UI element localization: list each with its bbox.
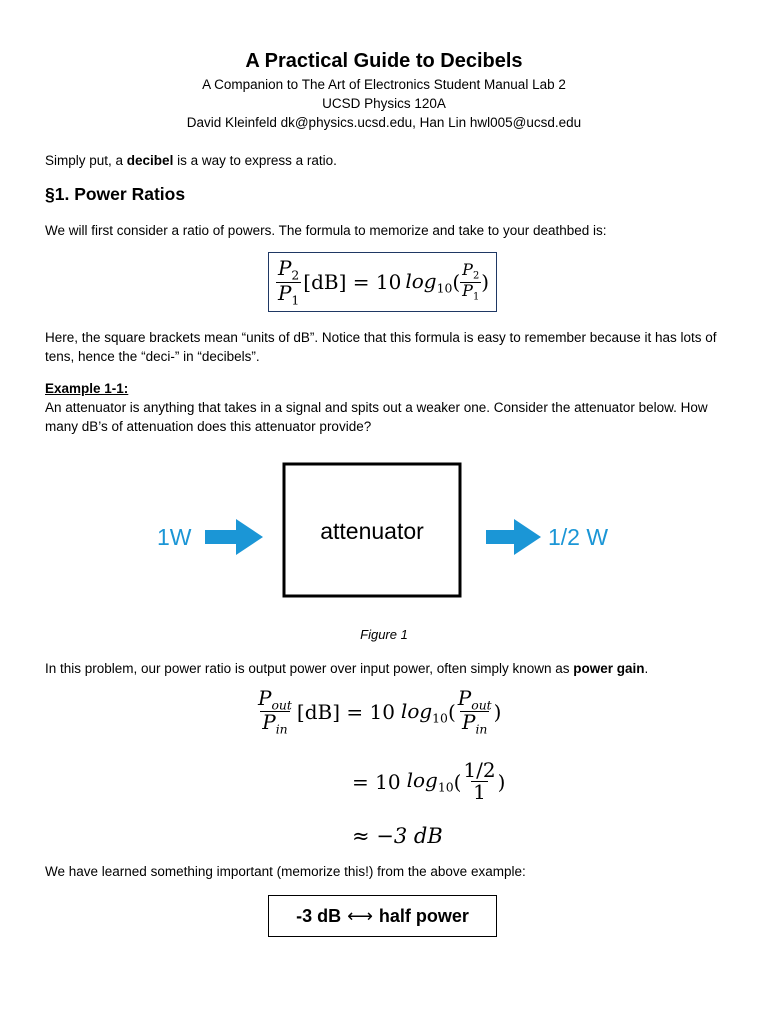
derivation-units: [dB] = 10 <box>296 699 395 724</box>
double-arrow-icon: ⟷ <box>347 905 373 927</box>
formula-log: $\log_{10}$ <box>405 268 453 296</box>
derivation-close-paren: ) <box>493 699 502 724</box>
example-label: Example 1-1: <box>45 381 129 396</box>
attenuator-label: attenuator <box>320 518 424 544</box>
derivation-result: ≈ −3 dB <box>352 824 443 848</box>
pout-over-pin-right: $\frac{P_{out}}{P_{in}}$ <box>457 686 492 737</box>
input-power-label: 1W <box>157 524 192 550</box>
rule-left: -3 dB <box>296 905 342 926</box>
derivation-open-paren-2: ( <box>453 769 462 794</box>
derivation-equals-10: = 10 <box>352 769 401 794</box>
intro-suffix: is a way to express a ratio. <box>173 153 337 168</box>
derivation-line-1 <box>256 688 501 736</box>
gain-prefix: In this problem, our power ratio is output power over input power, often simply known as <box>45 661 574 676</box>
input-arrow-icon <box>205 519 263 555</box>
gain-suffix: . <box>644 661 649 676</box>
output-arrow-icon <box>486 519 541 555</box>
authors-line: David Kleinfeld dk@physics.ucsd.edu, Han Lin hwl005@ucsd.edu <box>186 115 582 130</box>
power-ratio-formula <box>268 252 497 312</box>
formula-left-fraction: $\frac{P_2}{P_1}$ <box>277 256 300 307</box>
rule-right: half power <box>378 905 469 926</box>
course-name: UCSD Physics 120A <box>322 96 446 111</box>
document-title: A Practical Guide to Decibels <box>245 50 523 72</box>
figure-caption: Figure 1 <box>360 627 408 642</box>
intro-prefix: Simply put, a <box>45 153 127 168</box>
conclusion-paragraph: We have learned something important (memorize this!) from the above example: <box>45 864 526 879</box>
intro-bold-term: decibel <box>126 153 174 168</box>
pout-over-pin-left: $\frac{P_{out}}{P_{in}}$ <box>258 686 292 737</box>
formula-right-fraction: $\frac{P_2}{P_1}$ <box>462 259 480 302</box>
derivation-log: $\log_{10}$ <box>400 698 448 725</box>
gain-bold-term: power gain <box>573 661 645 676</box>
derivation-open-paren: ( <box>447 699 456 724</box>
section-lead-paragraph: We will first consider a ratio of powers. The formula to memorize and take to your deathbed is: <box>45 223 607 238</box>
derivation-log-2: $\log_{10}$ <box>406 768 454 795</box>
example-text: An attenuator is anything that takes in a signal and spits out a weaker one. Consider the attenuator below. How many dB’s of attenuation does this attenuator provide? <box>45 400 708 434</box>
section-heading: §1. Power Ratios <box>45 184 186 204</box>
attenuator-figure <box>0 455 768 615</box>
formula-units: [dB] = 10 <box>303 270 402 294</box>
output-power-label: 1/2 W <box>548 524 609 550</box>
rule-box <box>268 895 497 937</box>
document-subtitle: A Companion to The Art of Electronics Student Manual Lab 2 <box>202 77 566 92</box>
derivation-line-2 <box>352 760 505 803</box>
formula-close-paren: ) <box>481 270 490 294</box>
derivation-close-paren-2: ) <box>497 769 506 794</box>
power-gain-paragraph <box>45 659 725 678</box>
formula-explanation: Here, the square brackets mean “units of dB”. Notice that this formula is easy to remember because it has lots of tens, hence the “deci-” in “decibels”. <box>45 330 717 364</box>
intro-paragraph <box>45 151 725 170</box>
formula-open-paren: ( <box>452 270 461 294</box>
half-fraction: $\frac{1/2}{1}$ <box>463 758 496 804</box>
